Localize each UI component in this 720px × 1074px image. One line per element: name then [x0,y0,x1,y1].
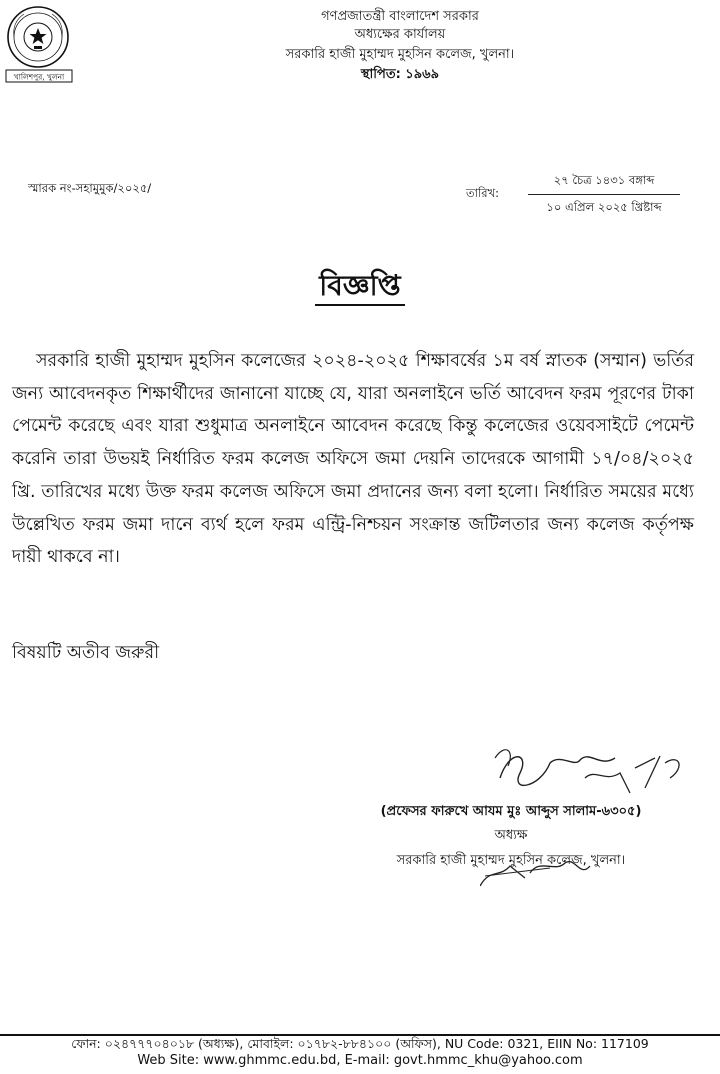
signatory-designation: অধ্যক্ষ [494,828,528,843]
header-office: অধ্যক্ষের কার্যালয় [354,27,446,42]
footer-contact: ফোন: ০২৪৭৭৭০৪০১৮ (অধ্যক্ষ), মোবাইল: ০১৭৮২-৮৮৪১০০ (অফিস), NU Code: 0321, EIIN No: 117109 [71,1036,649,1051]
notice-title [250,264,470,311]
memo-number: স্মারক নং-সহামুমুক/২০২৫/ [28,181,152,195]
notice-urgent: বিষয়টি অতীব জরুরী [12,643,160,663]
date-bangla: ২৭ চৈত্র ১৪৩১ বঙ্গাব্দ [553,173,655,187]
signatory-institution: সরকারি হাজী মুহাম্মদ মুহসিন কলেজ, খুলনা। [396,853,626,868]
signatory-name: (প্রফেসর ফারুখে আযম মুঃ আব্দুস সালাম-৬৩০৫) [380,804,642,819]
date-divider [528,194,680,195]
date-english: ১০ এপ্রিল ২০২৫ খ্রিষ্টাব্দ [546,200,662,214]
footer-web: Web Site: www.ghmmc.edu.bd, E-mail: govt.hmmc_khu@yahoo.com [137,1053,583,1068]
seal-caption: খালিশপুর, খুলনা [13,72,65,82]
notice-title-text: বিজ্ঞপ্তি [315,269,404,306]
notice-body: সরকারি হাজী মুহাম্মদ মুহসিন কলেজের ২০২৪-২০২৫ শিক্ষাবর্ষের ১ম বর্ষ স্নাতক (সম্মান) ভর্তির জন্য আবেদনকৃত শিক্ষার্থীদের জানানো যাচ্ছে যে, যারা অনলাইনে ভর্তি আবেদন ফরম পূরণের টাকা পেমেন্ট করেছে এবং যারা শুধুমাত্র অনলাইনে আবেদন করেছে কিন্তু কলেজের ওয়েবসাইটে পেমেন্ট করেনি তারা উভয়ই নির্ধারিত ফরম কলেজ অফিসে জমা দেয়নি তাদেরকে আগামী ১৭/০৪/২০২৫ খ্রি. তারিখের মধ্যে উক্ত ফরম কলেজ অফিসে জমা প্রদানের জন্য বলা হলো। নির্ধারিত সময়ের মধ্যে উল্লেখিত ফরম জমা দানে ব্যর্থ হলে ফরম এন্ট্রি-নিশ্চয়ন সংক্রান্ত জটিলতার জন্য কলেজ কর্তৃপক্ষ দায়ী থাকবে না। [12,351,694,568]
header-college: সরকারি হাজী মুহাম্মদ মুহসিন কলেজ, খুলনা। [285,47,515,62]
header-govt: গণপ্রজাতন্ত্রী বাংলাদেশ সরকার [321,9,479,24]
date-block [528,172,680,218]
date-label: তারিখ: [466,186,500,200]
header-established: স্থাপিত: ১৯৬৯ [360,67,440,82]
college-seal-logo [4,2,74,84]
